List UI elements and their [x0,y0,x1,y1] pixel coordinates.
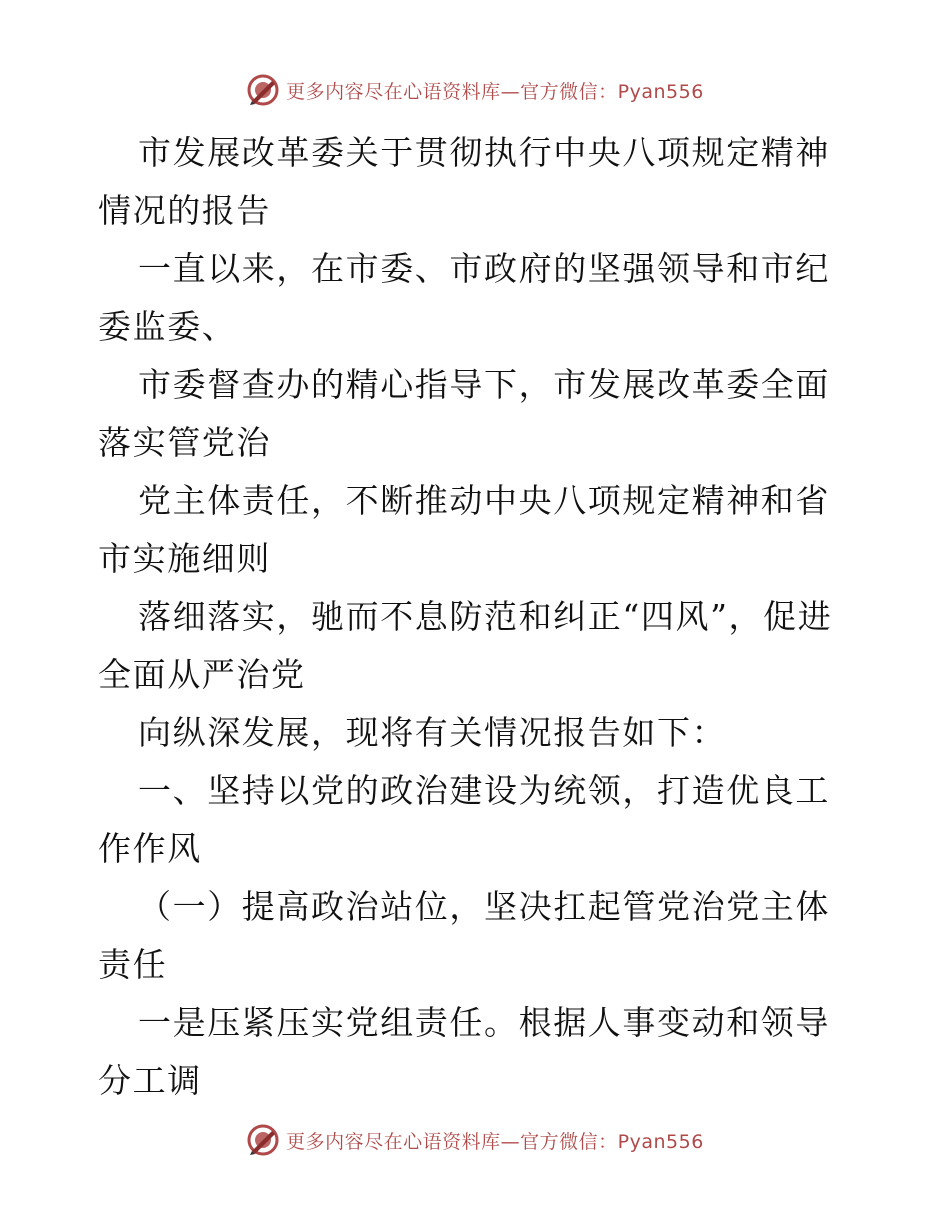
document-body [98,124,858,1110]
paragraph: 一是压紧压实党组责任。根据人事变动和领导分工调 [98,1003,830,1100]
paragraph: 向纵深发展，现将有关情况报告如下： [138,713,727,752]
pen-seal-icon [246,73,280,107]
footer-banner-text: 更多内容尽在心语资料库—官方微信：Pyan556 [286,1130,704,1153]
subsection-heading: （一）提高政治站位，坚决扛起管党治党主体责任 [98,887,830,984]
paragraph: 落细落实，驰而不息防范和纠正“四风”，促进全面从严治党 [98,597,833,694]
paragraph: 市委督查办的精心指导下，市发展改革委全面落实管党治 [98,365,830,462]
header-banner-text: 更多内容尽在心语资料库—官方微信：Pyan556 [286,80,704,103]
report-title: 市发展改革委关于贯彻执行中央八项规定精神情况的报告 [98,133,830,230]
pen-seal-icon [246,1123,280,1157]
header-banner [0,72,950,108]
paragraph: 一直以来，在市委、市政府的坚强领导和市纪委监委、 [98,249,830,346]
paragraph: 党主体责任，不断推动中央八项规定精神和省市实施细则 [98,481,830,578]
section-heading: 一、坚持以党的政治建设为统领，打造优良工作作风 [98,771,830,868]
footer-banner [0,1122,950,1158]
